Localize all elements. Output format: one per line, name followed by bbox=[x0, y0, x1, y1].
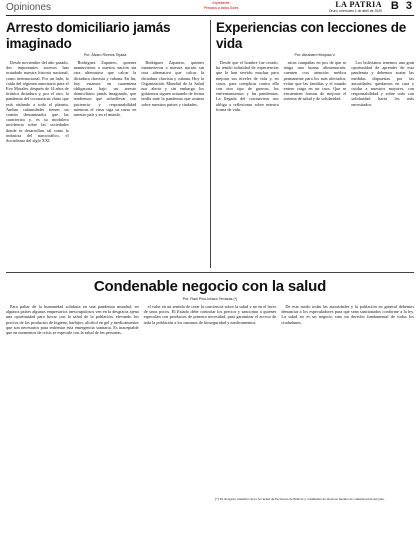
article-title: Experiencias con lecciones de vida bbox=[216, 20, 407, 51]
article-experiencias bbox=[216, 20, 414, 268]
column-divider bbox=[210, 20, 211, 268]
author-footnote: (*) Es abogado, miembro de la Sociedad de Escritores de Bolivia y columnista de diversos medios de comunicación del país. bbox=[215, 497, 385, 501]
article-byline: Por: Raúl Pino-Ichazo Terrazas (*) bbox=[182, 297, 238, 301]
masthead-tagline: Expediente Periodos a todos Soles bbox=[203, 1, 239, 10]
article-title: Arresto domiciliario jamás imaginado bbox=[6, 20, 171, 51]
article-byline: Por: Abraham Hinojosa V. bbox=[294, 53, 336, 57]
article-column: De este modo todas las autoridades y la población en general debemos denunciar a los especuladores para que sean sancionados conforme a la ley. La salud no es un negocio sino un derecho fundamental de todos los ciudadanos. bbox=[281, 304, 414, 325]
article-column: Desde noviembre del año pasado, dos importantes sucesos han acaudado nuestra historia nacional, como internacional. Por un lado, la caída del régimen autoritario para el Evo Morales, después de 14 años de tiránica dictadura y, por el otro, la pandemia del coronavirus chino que está aislando a todo el planeta. Ambas calamidades tienen un común denominador que las caracteriza y, es su morbilera incidencia sobre las sociedades donde se desarrollan, tal como la industria del narcotráfico, el Socialismo del siglo XXI. bbox=[6, 60, 69, 144]
article-column: Rodríguez Zapatero, quienes mantuvieron a nuestra nación sin otra alternativa que calcar la dictadura chavista y cubana. Hoy la Organización Mundial de la Salud nos alerta y sin embargo los gobiernos siguen actuando de forma tardía ante la pandemia que avanza sobre nuestros países y ciudades. bbox=[141, 60, 204, 107]
article-title: Condenable negocio con la salud bbox=[93, 278, 327, 295]
article-column: Para paliar de la humanidad solidaria en una pandemia mundial, en algunos países algunos empresarios inescrupulosos ven en la desgracia ajena una oportunidad para lucrar con la salud de la población, elevando los precios de los productos de higiene, barbijos, alcohol en gel y medicamentos que son necesarios para enfrentar esta emergencia sanitaria. Es inaceptable que en momentos de crisis se especule con la salud de las personas. bbox=[6, 304, 139, 336]
section-divider bbox=[6, 272, 414, 273]
section-title: Opiniones bbox=[6, 2, 52, 13]
newspaper-logo: LA PATRIA bbox=[335, 0, 382, 9]
article-condenable bbox=[6, 278, 414, 493]
dateline: Oruro, miércoles 1 de abril de 2020 bbox=[328, 9, 382, 13]
article-arresto bbox=[6, 20, 204, 268]
article-byline: Por: Álvaro Riveros Tejada bbox=[83, 53, 127, 57]
article-column: Los bolivianos tenemos una gran oportunidad de aprender de esta pandemia y debemos acatar las medidas dispuestas por las autoridades, quedarnos en casa y cuidar a nuestros mayores, con responsabilidad y sobre todo con solidaridad hacia los más necesitados. bbox=[351, 60, 414, 107]
page-number: B 3 bbox=[390, 0, 414, 12]
article-column: Desde que el hombre fue creado, ha tenido infinidad de experiencias que le han servido muchas para mejorar sus niveles de vida y, en casos, para complicar contra ella con otro tipo de guerras, los enfrentamientos y las pandemias. La llegada del coronavirus nos obliga a reflexionar sobre nuestra forma de vida. bbox=[216, 60, 279, 112]
article-column: Rodríguez Zapatero, quienes mantuvieron a nuestra nación sin otra alternativa que calcar la dictadura chavista y cubana. En fin, hoy estamos en cuarentena obligatoria bajo un arresto domiciliario jamás imaginado, que tendremos que sobrellevar con paciencia y responsabilidad mientras el virus siga su curso en nuestro país y en el mundo. bbox=[73, 60, 137, 118]
article-column: el valor en un sentido de crear la conciencia sobre la salud y no en el lucro de unos pocos. El Estado debe controlar los precios y sancionar a quienes especulan con productos de primera necesidad, para garantizar el acceso de toda la población a los insumos de bioseguridad y medicamentos. bbox=[143, 304, 277, 325]
article-column: nicas campañas en pos de que se tenga una buena alimentación, cuenten con atención médica permanente para los más afectados, evitar que las familias y el mundo entero caiga en un caos. Que se encuentren formas de mejorar el sistema de salud y de solidaridad. bbox=[283, 60, 347, 102]
masthead bbox=[6, 0, 414, 16]
